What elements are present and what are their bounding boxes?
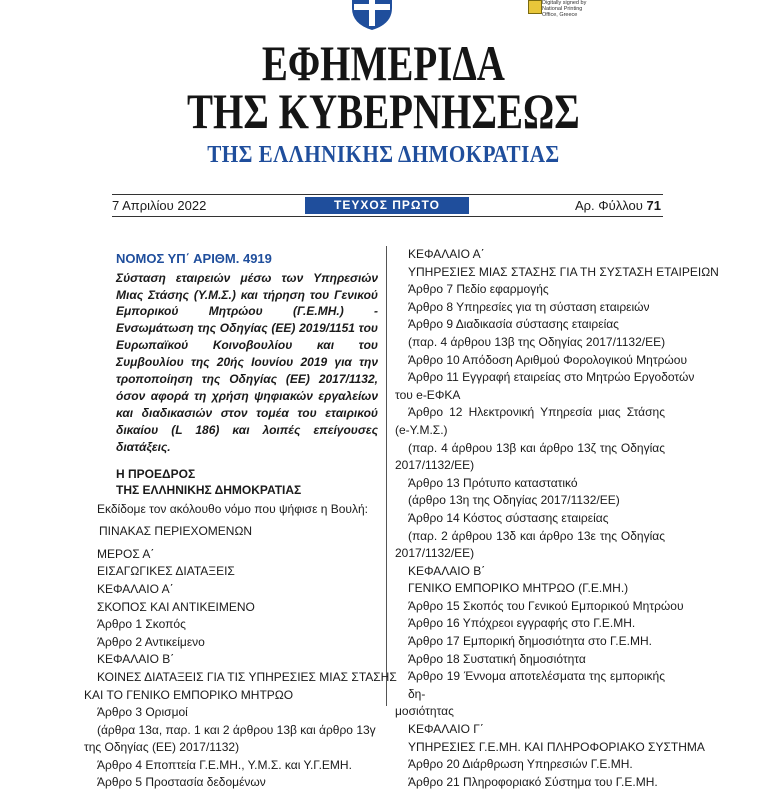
toc-item: (παρ. 4 άρθρου 13β της Οδηγίας 2017/1132/ΕΕ) xyxy=(408,334,666,349)
toc-item: Άρθρο 15 Σκοπός του Γενικού Εμπορικού Μητρώου xyxy=(408,598,684,613)
law-heading: ΝΟΜΟΣ ΥΠ΄ ΑΡΙΘΜ. 4919 xyxy=(116,251,272,266)
toc-title: ΠΙΝΑΚΑΣ ΠΕΡΙΕΧΟΜΕΝΩΝ xyxy=(99,524,253,539)
toc-item: Άρθρο 14 Κόστος σύστασης εταιρείας xyxy=(408,510,609,525)
toc-item: (παρ. 4 άρθρου 13β και άρθρο 13ζ της Οδηγίας xyxy=(408,440,665,455)
sheet-number-value: 71 xyxy=(646,198,661,213)
toc-item: ΓΕΝΙΚΟ ΕΜΠΟΡΙΚΟ ΜΗΤΡΩΟ (Γ.Ε.ΜΗ.) xyxy=(408,581,629,596)
gazette-title-line2: ΤΗΣ ΚΥΒΕΡΝΗΣΕΩΣ xyxy=(187,83,580,139)
toc-item: Άρθρο 7 Πεδίο εφαρμογής xyxy=(408,282,549,297)
issue-series-badge: ΤΕΥΧΟΣ ΠΡΩΤΟ xyxy=(305,197,469,214)
toc-item: ΚΟΙΝΕΣ ΔΙΑΤΑΞΕΙΣ ΓΙΑ ΤΙΣ ΥΠΗΡΕΣΙΕΣ ΜΙΑΣ ΣΤΑΣΗΣ xyxy=(97,669,397,684)
header-rule-top xyxy=(112,194,663,195)
gazette-title-line1: ΕΦΗΜΕΡΙΔΑ xyxy=(261,35,505,91)
president-line: Η ΠΡΟΕΔΡΟΣ xyxy=(116,466,196,481)
toc-item: Άρθρο 8 Υπηρεσίες για τη σύσταση εταιρειών xyxy=(408,299,650,314)
gazette-subtitle: ΤΗΣ ΕΛΛΗΝΙΚΗΣ ΔΗΜΟΚΡΑΤΙΑΣ xyxy=(207,142,560,168)
toc-item: ΕΙΣΑΓΩΓΙΚΕΣ ΔΙΑΤΑΞΕΙΣ xyxy=(97,564,235,579)
stamp-line: Office, Greece xyxy=(542,12,578,18)
toc-item: Άρθρο 1 Σκοπός xyxy=(97,617,186,632)
toc-item: Άρθρο 18 Συστατική δημοσιότητα xyxy=(408,651,586,666)
toc-item: ΣΚΟΠΟΣ ΚΑΙ ΑΝΤΙΚΕΙΜΕΝΟ xyxy=(97,599,255,614)
toc-item: Άρθρο 13 Πρότυπο καταστατικό xyxy=(408,475,578,490)
toc-item: (άρθρο 13η της Οδηγίας 2017/1132/ΕΕ) xyxy=(408,493,620,508)
toc-item: 2017/1132/ΕΕ) xyxy=(395,546,475,561)
toc-item: ΚΕΦΑΛΑΙΟ Β΄ xyxy=(97,652,175,667)
toc-item: ΚΕΦΑΛΑΙΟ Β΄ xyxy=(408,563,486,578)
signature-stamp-icon xyxy=(528,0,542,14)
toc-item: Άρθρο 10 Απόδοση Αριθμού Φορολογικού Μητρώου xyxy=(408,352,688,367)
toc-item: Άρθρο 9 Διαδικασία σύστασης εταιρείας xyxy=(408,317,619,332)
toc-item: (e-Υ.Μ.Σ.) xyxy=(395,422,448,437)
toc-item: Άρθρο 17 Εμπορική δημοσιότητα στο Γ.Ε.ΜΗ. xyxy=(408,634,652,649)
digital-signature-stamp xyxy=(542,0,602,18)
toc-item: Άρθρο 12 Ηλεκτρονική Υπηρεσία μιας Στάσης xyxy=(408,405,665,420)
left-column xyxy=(84,250,397,792)
toc-item: Άρθρο 3 Ορισμοί xyxy=(97,705,188,720)
toc-item: Άρθρο 5 Προστασία δεδομένων xyxy=(97,775,266,790)
stamp-line: Digitally signed by xyxy=(542,0,587,6)
promulgation-text: Εκδίδομε τον ακόλουθο νόμο που ψήφισε η Βουλή: xyxy=(97,501,369,516)
toc-item: 2017/1132/ΕΕ) xyxy=(395,458,475,473)
toc-item: ΥΠΗΡΕΣΙΕΣ Γ.Ε.ΜΗ. ΚΑΙ ΠΛΗΡΟΦΟΡΙΑΚΟ ΣΥΣΤΗΜΑ xyxy=(408,739,705,754)
right-column xyxy=(395,246,719,791)
toc-item: της Οδηγίας (ΕΕ) 2017/1132) xyxy=(84,740,240,755)
coat-of-arms-icon xyxy=(346,0,398,30)
column-divider xyxy=(386,246,387,706)
toc-item: Άρθρο 20 Διάρθρωση Υπηρεσιών Γ.Ε.ΜΗ. xyxy=(408,757,633,772)
toc-item: Άρθρο 4 Εποπτεία Γ.Ε.ΜΗ., Υ.Μ.Σ. και Υ.Γ.ΕΜΗ. xyxy=(97,757,352,772)
toc-item: (άρθρα 13α, παρ. 1 και 2 άρθρου 13β και άρθρο 13γ xyxy=(97,722,376,737)
toc-item: του e-ΕΦΚΑ xyxy=(395,387,461,402)
header-rule-bottom xyxy=(112,216,663,217)
toc-item: ΚΕΦΑΛΑΙΟ Α΄ xyxy=(408,247,485,261)
toc-item: ΚΕΦΑΛΑΙΟ Γ΄ xyxy=(408,722,484,737)
president-line: ΤΗΣ ΕΛΛΗΝΙΚΗΣ ΔΗΜΟΚΡΑΤΙΑΣ xyxy=(116,482,302,497)
law-title: Σύσταση εταιρειών μέσω των Υπηρεσιών Μιας Στάσης (Υ.Μ.Σ.) και τήρηση του Γενικού Εμπορικού Μητρώου (Γ.Ε.ΜΗ.) - Ενσωμάτωση της Οδηγίας (ΕΕ) 2019/1151 του Ευρωπαϊκού Κοινοβουλίου και του Συμβουλίου της 20ής Ιουνίου 2019 για την τροποποίηση της Οδηγίας (ΕΕ) 2017/1132, όσον αφορά τη χρήση ψηφιακών εργαλείων και διαδικασιών στον τομέα του εταιρικού δικαίου (L 186) και λοιπές επείγουσες διατάξεις. xyxy=(116,270,378,454)
toc-item: ΚΑΙ ΤΟ ΓΕΝΙΚΟ ΕΜΠΟΡΙΚΟ ΜΗΤΡΩΟ xyxy=(84,687,294,702)
toc-item: Άρθρο 2 Αντικείμενο xyxy=(97,634,205,649)
sheet-label: Αρ. Φύλλου xyxy=(574,198,643,213)
issue-info-bar xyxy=(112,197,663,214)
stamp-line: National Printing xyxy=(542,6,583,12)
toc-item: Άρθρο 21 Πληροφοριακό Σύστημα του Γ.Ε.ΜΗ. xyxy=(408,774,658,789)
toc-item: Άρθρο 11 Εγγραφή εταιρείας στο Μητρώο Εργοδοτών xyxy=(408,370,695,385)
sheet-number xyxy=(575,198,661,213)
toc-item: ΜΕΡΟΣ Α΄ xyxy=(97,546,155,561)
toc-item: ΥΠΗΡΕΣΙΕΣ ΜΙΑΣ ΣΤΑΣΗΣ ΓΙΑ ΤΗ ΣΥΣΤΑΣΗ ΕΤΑΙΡΕΙΩΝ xyxy=(408,264,719,279)
toc-item: ΚΕΦΑΛΑΙΟ Α΄ xyxy=(97,581,174,596)
toc-item: μοσιότητας xyxy=(395,704,454,719)
toc-item: Άρθρο 16 Υπόχρεοι εγγραφής στο Γ.Ε.ΜΗ. xyxy=(408,616,636,631)
toc-item: Άρθρο 19 Έννομα αποτελέσματα της εμπορικής δη- xyxy=(408,669,665,701)
toc-item: (παρ. 2 άρθρου 13δ και άρθρο 13ε της Οδηγίας xyxy=(408,528,665,543)
president-heading xyxy=(116,466,378,498)
issue-date: 7 Απριλίου 2022 xyxy=(112,198,207,213)
